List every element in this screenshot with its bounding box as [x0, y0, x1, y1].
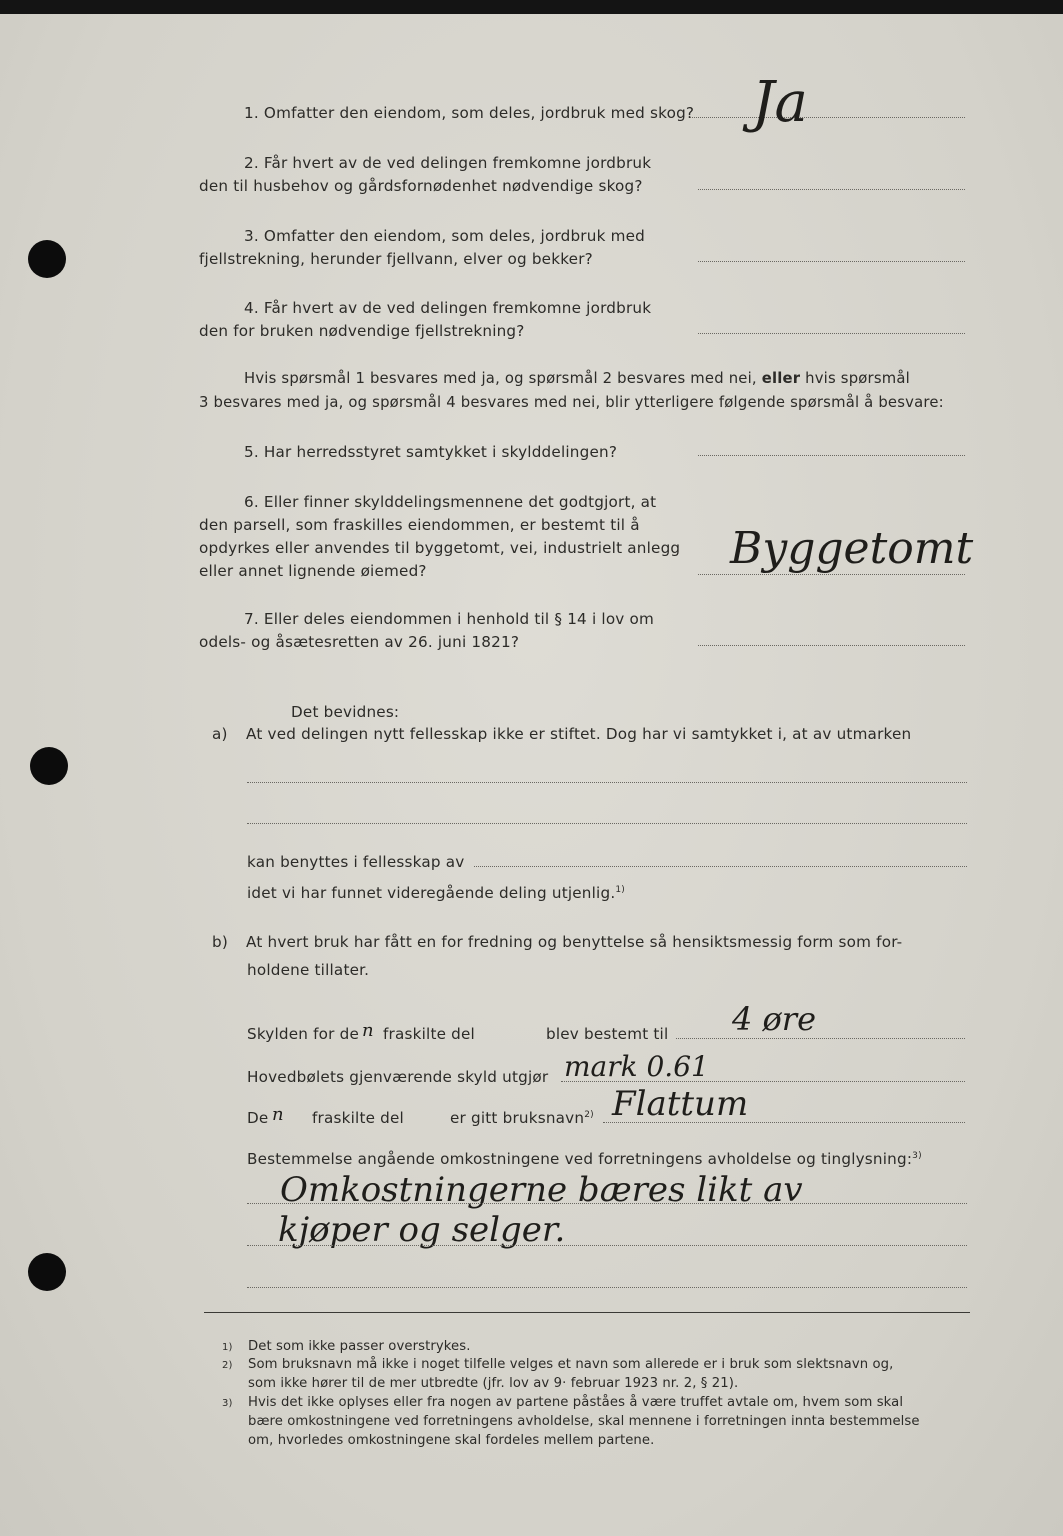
question-4-line-1: 4. Får hvert av de ved delingen fremkomne jordbruk: [244, 299, 652, 317]
question-2-line-1: 2. Får hvert av de ved delingen fremkomne jordbruk: [244, 154, 652, 172]
skyld-value-handwriting: 4 øre: [732, 1000, 817, 1038]
answer-line-1: [690, 117, 965, 118]
bestemmelse-line-1: [247, 1203, 967, 1204]
bruksnavn-label-b: fraskilte del: [312, 1109, 404, 1127]
section-a-line-2: kan benyttes i fellesskap av: [247, 853, 465, 871]
section-a-letter: a): [212, 725, 228, 743]
section-a-blank-line-1: [247, 782, 967, 783]
answer-line-3: [698, 261, 965, 262]
footnote-1: Det som ikke passer overstrykes.: [248, 1339, 471, 1354]
question-5: 5. Har herredsstyret samtykket i skylddelingen?: [244, 443, 618, 461]
section-a-blank-line-2: [247, 823, 967, 824]
answer-line-7: [698, 645, 965, 646]
section-b-line-2: holdene tillater.: [247, 961, 370, 979]
footnote-3-line-2: bære omkostningene ved forretningens avholdelse, skal mennene i forretningen innta bestemmelse: [248, 1414, 920, 1429]
question-3-line-2: fjellstrekning, herunder fjellvann, elver og bekker?: [199, 250, 593, 268]
hovedbol-label: Hovedbølets gjenværende skyld utgjør: [247, 1068, 549, 1086]
punch-hole: [28, 1253, 66, 1291]
question-6-line-2: den parsell, som fraskilles eiendommen, er bestemt til å: [199, 516, 640, 534]
bruksnavn-label-a: De: [247, 1109, 269, 1127]
scan-top-edge: [0, 0, 1063, 14]
instruction-note-line-2: 3 besvares med ja, og spørsmål 4 besvares med nei, blir ytterligere følgende spørsmål å besvare:: [199, 394, 944, 411]
answer-6-handwriting: Byggetomt: [730, 523, 974, 574]
punch-hole: [28, 240, 66, 278]
footnote-1-marker: 1): [222, 1342, 233, 1353]
section-a-blank-line-3: [474, 866, 967, 867]
footnote-2-line-1: Som bruksnavn må ikke i noget tilfelle velges et navn som allerede er i bruk som slektsnavn og,: [248, 1357, 894, 1372]
bestemmelse-label: Bestemmelse angående omkostningene ved forretningens avholdelse og tinglysning:$^{3)}$: [247, 1150, 922, 1168]
hovedbol-value-handwriting: mark 0.61: [564, 1050, 709, 1083]
answer-1-handwriting: Ja: [752, 70, 808, 135]
bruksnavn-handwritten-n: n: [272, 1104, 284, 1125]
skyld-label-a: Skylden for de: [247, 1025, 360, 1043]
footnote-2-marker: 2): [222, 1360, 233, 1371]
bestemmelse-handwriting-line-2: kjøper og selger.: [278, 1210, 566, 1250]
bestemmelse-line-2: [247, 1245, 967, 1246]
question-1: 1. Omfatter den eiendom, som deles, jordbruk med skog?: [244, 104, 695, 122]
answer-line-6: [698, 574, 965, 575]
question-6-line-1: 6. Eller finner skylddelingsmennene det godtgjort, at: [244, 493, 657, 511]
question-6-line-4: eller annet lignende øiemed?: [199, 562, 427, 580]
attestation-intro: Det bevidnes:: [291, 703, 400, 721]
section-a-line-3: idet vi har funnet videregående deling utjenlig.$^{1)}$: [247, 884, 625, 902]
answer-line-4: [698, 333, 965, 334]
skyld-answer-line: [676, 1038, 965, 1039]
footnote-2-line-2: som ikke hører til de mer utbredte (jfr. lov av 9· februar 1923 nr. 2, § 21).: [248, 1376, 739, 1391]
question-2-line-2: den til husbehov og gårdsfornødenhet nødvendige skog?: [199, 177, 643, 195]
question-6-line-3: opdyrkes eller anvendes til byggetomt, vei, industrielt anlegg: [199, 539, 681, 557]
bestemmelse-line-3: [247, 1287, 967, 1288]
section-b-letter: b): [212, 933, 228, 951]
answer-line-5: [698, 455, 965, 456]
bestemmelse-handwriting-line-1: Omkostningerne bæres likt av: [280, 1170, 803, 1210]
bruksnavn-value-handwriting: Flattum: [612, 1084, 749, 1124]
skyld-label-b: fraskilte del: [383, 1025, 475, 1043]
section-b-line-1: At hvert bruk har fått en for fredning og benyttelse så hensiktsmessig form som for-: [246, 933, 903, 951]
question-7-line-2: odels- og åsætesretten av 26. juni 1821?: [199, 633, 520, 651]
skyld-label-c: blev bestemt til: [546, 1025, 669, 1043]
footnote-separator: [204, 1312, 970, 1313]
instruction-note-line-1: Hvis spørsmål 1 besvares med ja, og spørsmål 2 besvares med nei, eller hvis spørsmål: [244, 370, 910, 387]
skyld-handwritten-n: n: [362, 1020, 374, 1041]
punch-hole: [30, 747, 68, 785]
question-3-line-1: 3. Omfatter den eiendom, som deles, jordbruk med: [244, 227, 645, 245]
question-4-line-2: den for bruken nødvendige fjellstrekning?: [199, 322, 525, 340]
question-7-line-1: 7. Eller deles eiendommen i henhold til § 14 i lov om: [244, 610, 655, 628]
bruksnavn-label-c: er gitt bruksnavn$^{2)}$: [450, 1109, 594, 1127]
section-a-line-1: At ved delingen nytt fellesskap ikke er stiftet. Dog har vi samtykket i, at av utmarken: [246, 725, 912, 743]
footnote-3-line-1: Hvis det ikke oplyses eller fra nogen av partene påståes å være truffet avtale om, hvem som skal: [248, 1395, 904, 1410]
footnote-3-marker: 3): [222, 1398, 233, 1409]
footnote-3-line-3: om, hvorledes omkostningene skal fordeles mellem partene.: [248, 1433, 655, 1448]
answer-line-2: [698, 189, 965, 190]
